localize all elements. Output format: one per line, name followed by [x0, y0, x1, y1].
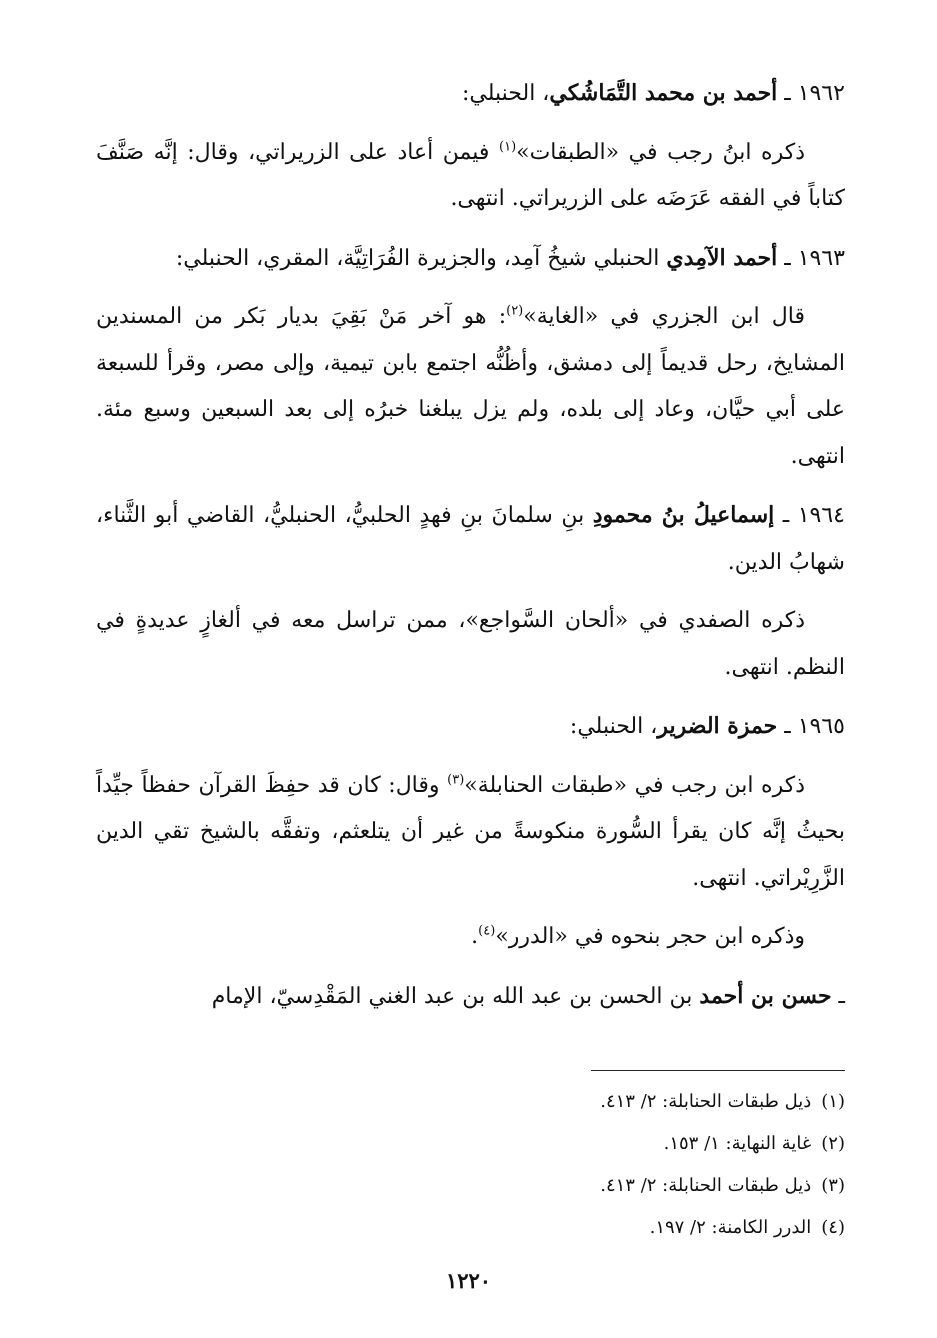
main-text [96, 70, 845, 1032]
body-text: ذكره ابنُ رجب في «الطبقات» [516, 139, 805, 165]
footnote-number: (١) [821, 1091, 845, 1112]
entry-heading-1962 [96, 70, 845, 118]
body-text: وذكره ابن حجر بنحوه في «الدرر» [495, 924, 805, 949]
entry-heading-rest: بنِ سلمانَ بنِ فهدٍ الحلبيُّ، الحنبليُّ، القاضي أبو الثَّناء، شهابُ الدين. [96, 503, 845, 575]
entry-number: ١٩٦٥ ـ [784, 714, 845, 739]
footnote-separator [591, 1070, 845, 1071]
entry-number: ١٩٦٣ ـ [784, 245, 845, 271]
entry-number: ـ [838, 983, 845, 1009]
entry-name: أحمد بن محمد التَّمَاشُكي [549, 80, 778, 106]
footnote-number: (٣) [821, 1175, 845, 1196]
entry-heading-rest: الحنبلي شيخُ آمِد، والجزيرة الفُرَاتِيَّة، المقري، الحنبلي: [175, 245, 667, 271]
footnote-text: ذيل طبقات الحنابلة: ٢/ ٤١٣. [600, 1175, 812, 1196]
entry-heading-hasan [96, 973, 845, 1021]
entry-heading-rest: بن الحسن بن عبد الله بن عبد الغني المَقْدِسيّ، الإمام [211, 983, 700, 1009]
footnote-3 [245, 1165, 845, 1207]
body-text: فيمن أعاد على الزريراتي، وقال: إنَّه صَنَّفَ كتاباً في الفقه عَرَضَه على الزريراتي. انتهى. [96, 139, 845, 211]
entry-heading-rest: ، الحنبلي: [569, 714, 658, 739]
footnote-ref-3: (٣) [447, 772, 465, 788]
footnote-text: ذيل طبقات الحنابلة: ٢/ ٤١٣. [600, 1091, 812, 1112]
footnote-ref-1: (١) [499, 139, 517, 155]
entry-heading-1963 [96, 235, 845, 283]
entry-body-1964 [96, 598, 845, 691]
body-text: : هو آخر مَنْ بَقِيَ بديار بَكر من المسندين المشايخ، رحل قديماً إلى دمشق، وأظُنُّه اجتمع بابن تيمية، وإلى مصر، وقرأ للسبعة على أبي حيَّان، وعاد إلى بلده، ولم يزل يبلغنا خبرُه إلى بعد السبعين وسبع مئة. انتهى. [96, 304, 845, 469]
footnote-ref-4: (٤) [478, 923, 496, 939]
entry-body-1962 [96, 130, 845, 223]
entry-heading-1965 [96, 703, 845, 751]
footnote-1 [245, 1081, 845, 1123]
entry-name: حسن بن أحمد [699, 982, 832, 1009]
entry-heading-1964 [96, 492, 845, 586]
footnotes [245, 1081, 845, 1249]
footnote-number: (٢) [821, 1133, 845, 1154]
entry-name: حمزة الضرير [657, 713, 778, 739]
footnote-number: (٤) [821, 1217, 845, 1238]
entry-number: ١٩٦٤ ـ [782, 503, 845, 528]
entry-name: إسماعيلُ بنُ محمودِ [592, 502, 775, 528]
body-text: وقال: كان قد حفِظَ القرآن حفظاً جيِّداً بحيثُ إنَّه كان يقرأ السُّورة منكوسةً من غير أن يتلعثم، وتفقَّه بالشيخ تقي الدين الزَّرِيْراتي. انتهى. [96, 772, 845, 891]
footnote-ref-2: (٢) [506, 303, 524, 319]
body-text: ذكره ابن رجب في «طبقات الحنابلة» [464, 772, 805, 798]
entry-name: أحمد الآمِدي [666, 244, 778, 271]
footnote-text: الدرر الكامنة: ٢/ ١٩٧. [649, 1217, 812, 1238]
footnote-text: غاية النهاية: ١/ ١٥٣. [663, 1133, 812, 1154]
body-text: ذكره الصفدي في «ألحان السَّواجع»، ممن تراسل معه في ألغازٍ عديدةٍ في النظم. انتهى. [96, 608, 845, 680]
entry-body-1963 [96, 294, 845, 480]
entry-number: ١٩٦٢ ـ [784, 81, 845, 106]
body-text: . [471, 924, 479, 949]
entry-heading-rest: ، الحنبلي: [461, 81, 550, 106]
page-number: ١٢٢٠ [445, 1268, 492, 1293]
footnote-2 [245, 1123, 845, 1165]
footnote-4 [245, 1207, 845, 1249]
body-text: قال ابن الجزري في «الغاية» [523, 304, 805, 329]
entry-body-1965 [96, 763, 845, 903]
entry-body-1965-b [96, 914, 845, 961]
